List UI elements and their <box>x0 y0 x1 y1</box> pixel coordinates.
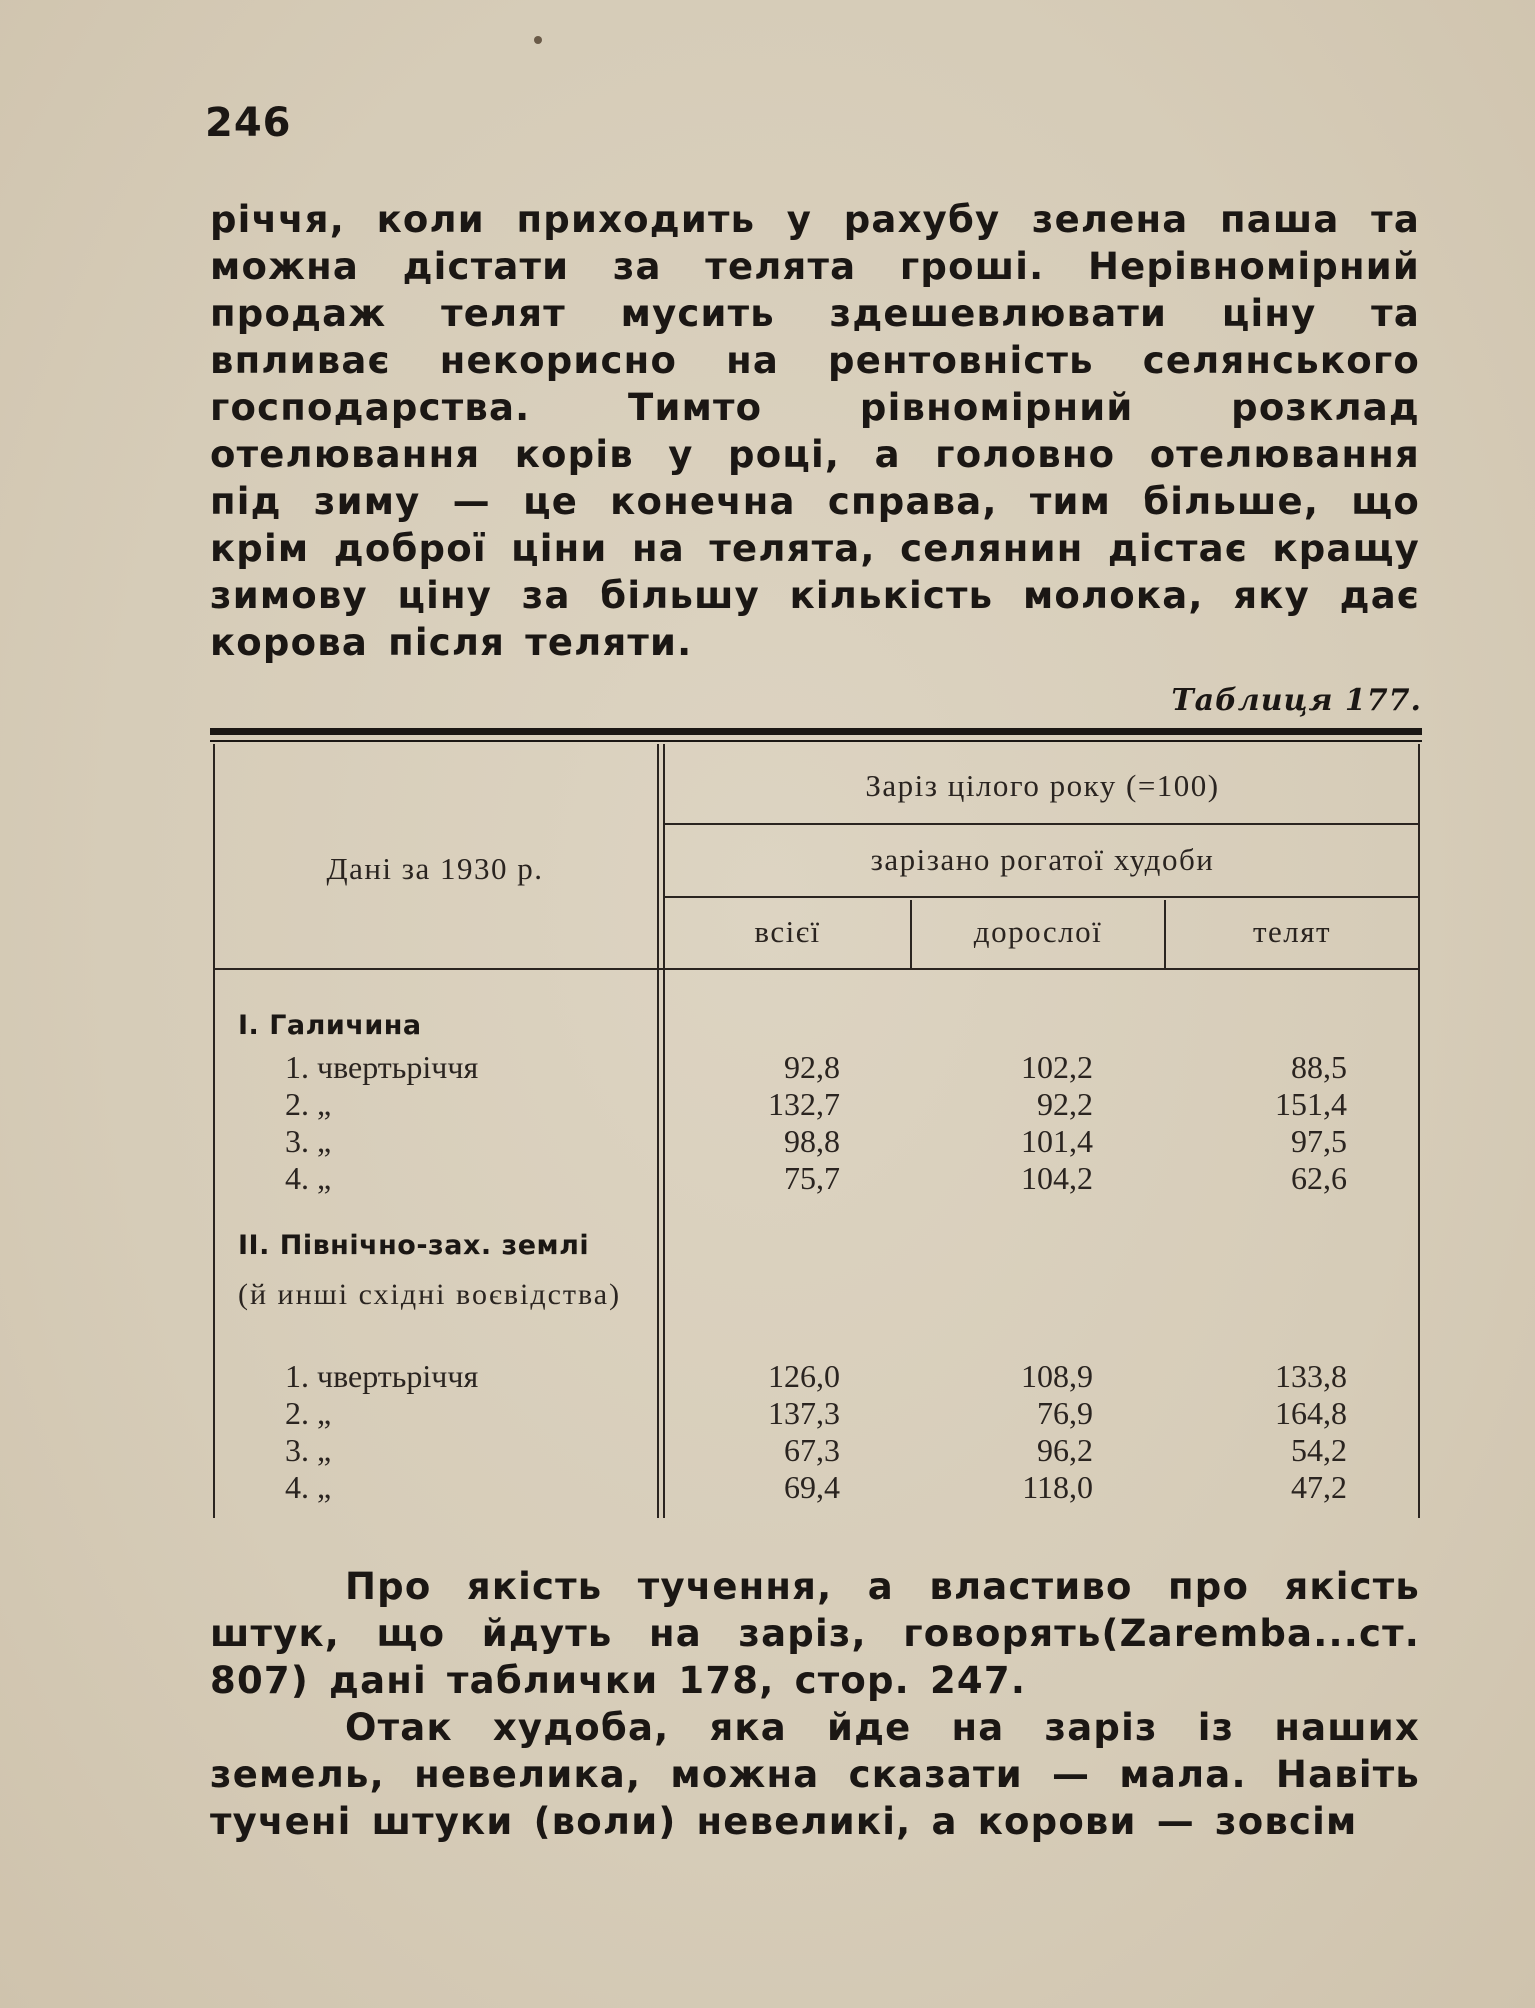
header-col-calves: телят <box>1252 914 1332 949</box>
row-label: 2. „ <box>285 1086 332 1122</box>
row-label: 1. чвертьріччя <box>285 1049 479 1085</box>
table-row <box>210 1086 1422 1123</box>
paragraph-middle: Про якість тучення, а властиво про якість штук, що йдуть на заріз, говорять(Zaremba...ст. 807) дані таблички 178, стор. 247. <box>210 1565 1420 1702</box>
cell-adult: 118,0 <box>1022 1469 1093 1505</box>
cell-calves: 164,8 <box>1275 1395 1347 1431</box>
cell-all: 137,3 <box>768 1395 840 1431</box>
table-row <box>210 1395 1422 1432</box>
header-subgroup: зарізано рогатої худоби <box>870 842 1215 877</box>
section-note: (й инші східні воєвідства) <box>238 1278 622 1311</box>
cell-calves: 62,6 <box>1291 1160 1347 1196</box>
header-stub: Дані за 1930 р. <box>326 851 544 886</box>
cell-calves: 133,8 <box>1275 1358 1347 1394</box>
cell-calves: 47,2 <box>1291 1469 1347 1505</box>
cell-all: 132,7 <box>768 1086 840 1122</box>
cell-adult: 96,2 <box>1037 1432 1093 1468</box>
cell-adult: 101,4 <box>1021 1123 1093 1159</box>
row-label: 2. „ <box>285 1395 332 1431</box>
statistics-table <box>210 728 1422 1518</box>
paper-spot <box>534 36 542 44</box>
row-label: 1. чвертьріччя <box>285 1358 479 1394</box>
table-row <box>210 1358 1422 1395</box>
header-line-1 <box>665 823 1420 825</box>
section-title: II. Північно-зах. землі <box>238 1230 590 1261</box>
cell-all: 75,7 <box>784 1160 840 1196</box>
cell-adult: 92,2 <box>1037 1086 1093 1122</box>
header-group: Заріз цілого року (=100) <box>865 768 1220 803</box>
cell-all: 92,8 <box>784 1049 840 1085</box>
row-label: 4. „ <box>285 1160 332 1196</box>
cell-calves: 151,4 <box>1275 1086 1347 1122</box>
header-col-all: всієї <box>754 914 821 949</box>
cell-adult: 102,2 <box>1021 1049 1093 1085</box>
table-row <box>210 1049 1422 1086</box>
cell-all: 67,3 <box>784 1432 840 1468</box>
paragraph-bottom: Отак худоба, яка йде на заріз із наших земель, невелика, можна сказати — мала. Навіть тучені штуки (воли) невеликі, а корови — зовсім <box>210 1706 1420 1843</box>
row-label: 3. „ <box>285 1432 332 1468</box>
row-label: 3. „ <box>285 1123 332 1159</box>
table-row <box>210 1123 1422 1160</box>
table-row <box>210 1160 1422 1197</box>
header-col-adult: дорослої <box>973 914 1103 949</box>
cell-calves: 97,5 <box>1291 1123 1347 1159</box>
table-top-rule-thin <box>210 740 1422 742</box>
cell-all: 69,4 <box>784 1469 840 1505</box>
section-title: I. Галичина <box>238 1010 422 1041</box>
header-line-2 <box>665 896 1420 898</box>
table-caption: Таблиця 177. <box>1171 683 1422 718</box>
header-bottom-line <box>213 968 1420 970</box>
cell-all: 98,8 <box>784 1123 840 1159</box>
paragraph-top: річчя, коли приходить у рахубу зелена паша та можна дістати за телята гроші. Нерівномірний продаж телят мусить здешевлювати ціну та впливає некорисно на рентовність селянського господарства. Тимто рівномірний розклад отелювання корів у році, а головно отелювання під зиму — це конечна справа, тим більше, що крім доброї ціни на телята, селянин дістає кращу зимову ціну за більшу кількість молока, яку дає корова після теляти. <box>210 198 1420 664</box>
cell-adult: 108,9 <box>1021 1358 1093 1394</box>
cell-calves: 54,2 <box>1291 1432 1347 1468</box>
row-label: 4. „ <box>285 1469 332 1505</box>
cell-all: 126,0 <box>768 1358 840 1394</box>
cell-calves: 88,5 <box>1291 1049 1347 1085</box>
cell-adult: 76,9 <box>1037 1395 1093 1431</box>
table-row <box>210 1432 1422 1469</box>
page-number: 246 <box>205 100 292 146</box>
table-row <box>210 1469 1422 1506</box>
cell-adult: 104,2 <box>1021 1160 1093 1196</box>
table-top-rule <box>210 728 1422 735</box>
